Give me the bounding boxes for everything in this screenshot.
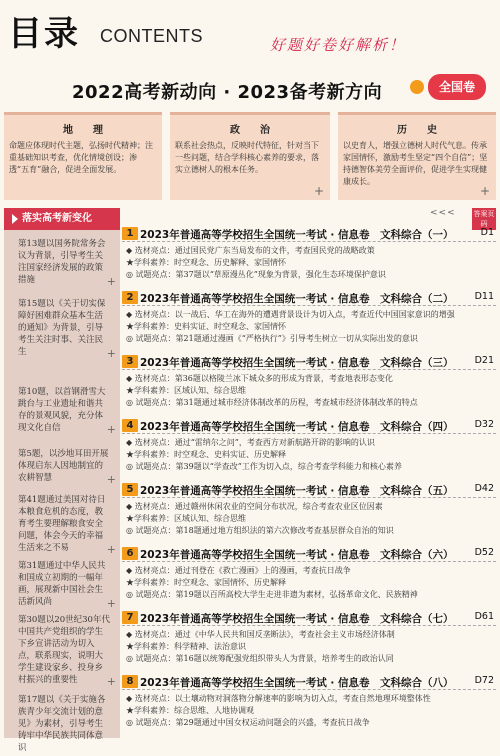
toc-list: [122, 208, 496, 738]
entry-title[interactable]: 2023年普通高等学校招生全国统一考试 · 信息卷 文科综合（八）: [140, 677, 454, 689]
entry-line: ◆ 选材亮点：第36题以格陵兰冰下城众多的形成为背景，考查地表形态变化: [126, 374, 393, 383]
entry-title[interactable]: 2023年普通高等学校招生全国统一考试 · 信息卷 文科综合（二）: [140, 293, 454, 305]
entry-number: 1: [122, 227, 138, 240]
left-item: 第41题通过美国对待日本粮食危机的态度，教育考生要理解粮食安全问题，体会今天的幸福生活来之不易 +: [18, 495, 116, 556]
plus-icon: +: [106, 675, 116, 688]
entry-line: ◎ 试题亮点：第18题通过地方组织法的第六次修改考查基层群众自治的知识: [126, 526, 394, 535]
left-item: 第31题通过中华人民共和国成立初期的一幅年画，展现新中国社会生活新风尚 +: [18, 561, 116, 610]
left-item: 第13题以国务院常务会议为背景，引导考生关注国家经济发展的政策措施 +: [18, 239, 116, 288]
entry-title-row[interactable]: [122, 482, 496, 498]
left-heading: 落实高考新变化: [4, 208, 120, 230]
plus-icon: +: [106, 347, 116, 360]
entry-number: 2: [122, 291, 138, 304]
plus-icon: +: [106, 473, 116, 486]
contents-label: CONTENTS: [100, 26, 203, 46]
entry-line: ★学科素养：时空观念、历史解释、家国情怀: [126, 258, 286, 267]
entry-line: ★学科素养：区域认知、综合思维: [126, 514, 246, 523]
box-title: 地 理: [63, 125, 103, 136]
history-box: [338, 112, 496, 200]
plus-icon: +: [106, 543, 116, 556]
toc-entry[interactable]: [122, 482, 496, 540]
entry-line: ★学科素养：综合思维、人地协调观: [126, 706, 254, 715]
entry-page: D52: [474, 547, 494, 558]
toc-entry[interactable]: [122, 674, 496, 732]
entry-line: ◆ 选材亮点：通过刊登在《救亡漫画》上的漫画，考查抗日战争: [126, 566, 351, 575]
arrows-icon: <<<: [430, 208, 456, 218]
entry-title-row[interactable]: [122, 674, 496, 690]
subtitle: 2022高考新动向 · 2023备考新方向: [72, 82, 383, 103]
left-item: 第10题，以首钢滑雪大跳台与工业遗址和谐共存的景观风貌，充分体现文化自信 +: [18, 387, 116, 436]
entry-line: ◆ 选材亮点：通过国民党广东当局发布的文件，考查国民党的战略政策: [126, 246, 375, 255]
plus-icon: +: [479, 184, 490, 198]
left-highlights: [4, 208, 120, 753]
entry-line: ★学科素养：时空观念、史料实证、历史解释: [126, 450, 286, 459]
entry-line: ★学科素养：时空观念、家国情怀、历史解释: [126, 578, 286, 587]
toc-entry[interactable]: [122, 546, 496, 604]
toc-entry[interactable]: [122, 610, 496, 668]
entry-page: D42: [474, 483, 494, 494]
entry-line: ◎ 试题亮点：第19题以百所高校大学生走进非遗为素材，弘扬革命文化、民族精神: [126, 590, 418, 599]
entry-line: ◎ 试题亮点：第16题以统筹配强党组织带头人为背景，培养考生的政治认同: [126, 654, 394, 663]
plus-icon: +: [106, 423, 116, 436]
geography-box: [4, 112, 162, 200]
plus-icon: +: [106, 275, 116, 288]
entry-number: 6: [122, 547, 138, 560]
entry-line: ◆ 选材亮点：以一战后、华工在海外的遭遇背景设计为切入点，考查近代中国国家意识的增强: [126, 310, 455, 319]
entry-page: D72: [474, 675, 494, 686]
entry-number: 5: [122, 483, 138, 496]
box-text: 联系社会热点，反映时代特征，针对当下一些问题，结合学科核心素养的要求，落实立德树人的根本任务。: [175, 141, 319, 174]
entry-title-row[interactable]: [122, 226, 496, 242]
toc-entry[interactable]: [122, 226, 496, 284]
box-text: 以史育人，增强立德树人时代气息。传承家国情怀，激励考生坚定“四个自信”；坚持德智体美劳全面评价，促进学生实现健康成长。: [343, 141, 488, 186]
slogan: 好题好卷好解析！: [270, 36, 407, 54]
entry-page: D61: [474, 611, 494, 622]
entry-title-row[interactable]: [122, 546, 496, 562]
entry-title[interactable]: 2023年普通高等学校招生全国统一考试 · 信息卷 文科综合（六）: [140, 549, 454, 561]
entry-line: ★学科素养：科学精神、法治意识: [126, 642, 246, 651]
page-title: 目录: [8, 14, 80, 54]
entry-page: D1: [480, 227, 494, 238]
entry-line: ◆ 选材亮点：以土壤动物对洞落物分解速率的影响为切入点，考查自然地理环境整体性: [126, 694, 431, 703]
answer-page-label: 答案页码: [473, 210, 495, 228]
entry-title[interactable]: 2023年普通高等学校招生全国统一考试 · 信息卷 文科综合（三）: [140, 357, 454, 369]
entry-title-row[interactable]: [122, 418, 496, 434]
entry-title-row[interactable]: [122, 610, 496, 626]
entry-page: D32: [474, 419, 494, 430]
entry-page: D11: [474, 291, 494, 302]
entry-number: 8: [122, 675, 138, 688]
entry-line: ◆ 选材亮点：通过《中华人民共和国反垄断法》，考查社会主义市场经济体制: [126, 630, 395, 639]
entry-title-row[interactable]: [122, 354, 496, 370]
entry-line: ★学科素养：区域认知、综合思维: [126, 386, 246, 395]
entry-title[interactable]: 2023年普通高等学校招生全国统一考试 · 信息卷 文科综合（四）: [140, 421, 454, 433]
left-item: 第15题以《关于切实保障好困难群众基本生活的通知》为背景，引导考生关注时事、关注民生 +: [18, 299, 116, 360]
entry-title[interactable]: 2023年普通高等学校招生全国统一考试 · 信息卷 文科综合（五）: [140, 485, 454, 497]
dot-icon: [410, 80, 424, 94]
politics-box: [170, 112, 330, 200]
plus-icon: +: [106, 597, 116, 610]
toc-entry[interactable]: [122, 354, 496, 412]
entry-number: 4: [122, 419, 138, 432]
subject-boxes: [4, 112, 496, 204]
left-item: 第5题，以沙地耳田开展体现启东人因地制宜的农耕智慧 +: [18, 449, 116, 486]
box-title: 历 史: [397, 125, 437, 136]
entry-title-row[interactable]: [122, 290, 496, 306]
left-item: 第17题以《关于实施各族青少年交流计划的意见》为素材，引导考生铸牢中华民族共同体意识: [18, 695, 106, 753]
box-text: 命题应体现时代主题，弘扬时代精神；注重基础知识考查，优化情境创设；渗透“五育”融合，促进全面发展。: [9, 141, 153, 174]
entry-line: ◎ 试题亮点：第31题通过城市经济体制改革的历程，考查城市经济体制改革的特点: [126, 398, 418, 407]
entry-line: ◆ 选材亮点：通过赣州休闲农业的空间分布状况，综合考查农业区位因素: [126, 502, 383, 511]
entry-line: ◎ 试题亮点：第39题以“学查改”工作为切入点，综合考查学科能力和核心素养: [126, 462, 402, 471]
toc-entry[interactable]: [122, 418, 496, 476]
region-badge: 全国卷: [428, 74, 486, 100]
header: [0, 0, 500, 70]
entry-line: ◎ 试题亮点：第21题通过漫画《“严格执行”》引导考生树立一切从实际出发的意识: [126, 334, 418, 343]
entry-title[interactable]: 2023年普通高等学校招生全国统一考试 · 信息卷 文科综合（七）: [140, 613, 454, 625]
entry-line: ◆ 选材亮点：通过“雷纳尔之问”，考查西方对新航路开辟的影响的认识: [126, 438, 375, 447]
entry-line: ◎ 试题亮点：第37题以“草原漫丛化”现象为背景，强化生态环境保护意识: [126, 270, 386, 279]
entry-page: D21: [474, 355, 494, 366]
entry-line: ★学科素养：史料实证、时空观念、家国情怀: [126, 322, 286, 331]
toc-entry[interactable]: [122, 290, 496, 348]
entry-number: 7: [122, 611, 138, 624]
entry-line: ◎ 试题亮点：第29题通过中国女权运动问题会的兴盛，考查抗日战争: [126, 718, 370, 727]
box-title: 政 治: [230, 125, 270, 136]
plus-icon: +: [313, 184, 324, 198]
entry-title[interactable]: 2023年普通高等学校招生全国统一考试 · 信息卷 文科综合（一）: [140, 229, 454, 241]
entry-number: 3: [122, 355, 138, 368]
left-item: 第30题以20世纪30年代中国共产党组织的学生下乡宣讲活动为切入点，联系现实，说明大学生建设家乡、投身乡村振兴的重要性 +: [18, 615, 116, 688]
